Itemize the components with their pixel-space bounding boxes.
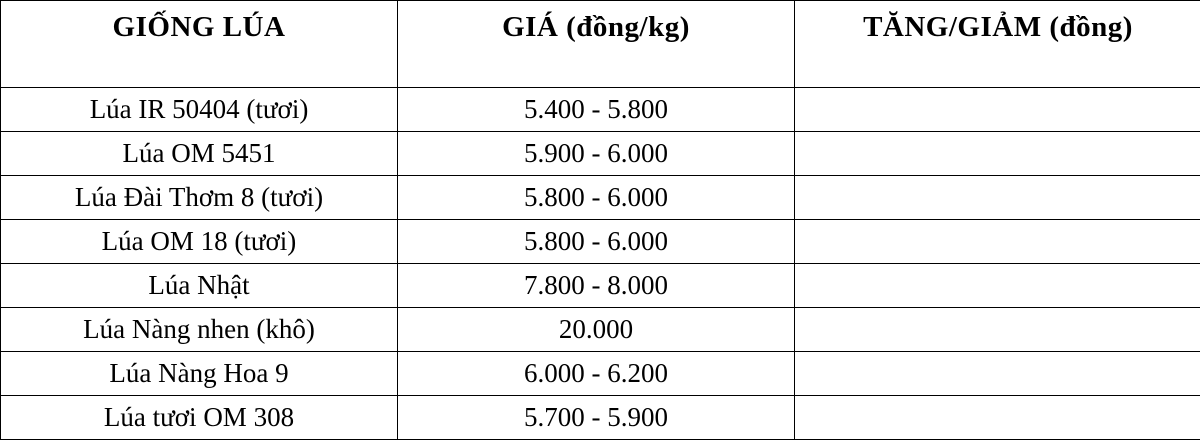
table-row bbox=[1, 396, 1200, 440]
table-header bbox=[1, 1, 1200, 88]
cell-variety: Lúa OM 5451 bbox=[1, 132, 398, 176]
cell-price: 5.800 - 6.000 bbox=[398, 176, 795, 220]
cell-price: 20.000 bbox=[398, 308, 795, 352]
table-row bbox=[1, 132, 1200, 176]
cell-variety: Lúa Nhật bbox=[1, 264, 398, 308]
column-header-price-label: GIÁ (đồng/kg) bbox=[398, 11, 794, 78]
cell-variety: Lúa tươi OM 308 bbox=[1, 396, 398, 440]
cell-change bbox=[795, 176, 1200, 220]
table-row bbox=[1, 220, 1200, 264]
cell-price: 5.800 - 6.000 bbox=[398, 220, 795, 264]
table-row bbox=[1, 352, 1200, 396]
cell-price: 7.800 - 8.000 bbox=[398, 264, 795, 308]
cell-price: 5.400 - 5.800 bbox=[398, 88, 795, 132]
cell-change bbox=[795, 88, 1200, 132]
cell-change bbox=[795, 220, 1200, 264]
table-body bbox=[1, 88, 1200, 440]
cell-change bbox=[795, 132, 1200, 176]
cell-price: 5.700 - 5.900 bbox=[398, 396, 795, 440]
cell-change bbox=[795, 308, 1200, 352]
cell-change bbox=[795, 264, 1200, 308]
column-header-change bbox=[795, 1, 1200, 88]
cell-variety: Lúa IR 50404 (tươi) bbox=[1, 88, 398, 132]
table-row bbox=[1, 88, 1200, 132]
cell-variety: Lúa Nàng nhen (khô) bbox=[1, 308, 398, 352]
column-header-variety bbox=[1, 1, 398, 88]
cell-price: 6.000 - 6.200 bbox=[398, 352, 795, 396]
table-row bbox=[1, 308, 1200, 352]
column-header-variety-label: GIỐNG LÚA bbox=[1, 11, 397, 78]
cell-variety: Lúa Nàng Hoa 9 bbox=[1, 352, 398, 396]
table-header-row bbox=[1, 1, 1200, 88]
cell-price: 5.900 - 6.000 bbox=[398, 132, 795, 176]
cell-change bbox=[795, 396, 1200, 440]
cell-variety: Lúa Đài Thơm 8 (tươi) bbox=[1, 176, 398, 220]
column-header-price bbox=[398, 1, 795, 88]
cell-variety: Lúa OM 18 (tươi) bbox=[1, 220, 398, 264]
table-row bbox=[1, 176, 1200, 220]
column-header-change-label: TĂNG/GIẢM (đồng) bbox=[795, 11, 1200, 78]
table-row bbox=[1, 264, 1200, 308]
cell-change bbox=[795, 352, 1200, 396]
